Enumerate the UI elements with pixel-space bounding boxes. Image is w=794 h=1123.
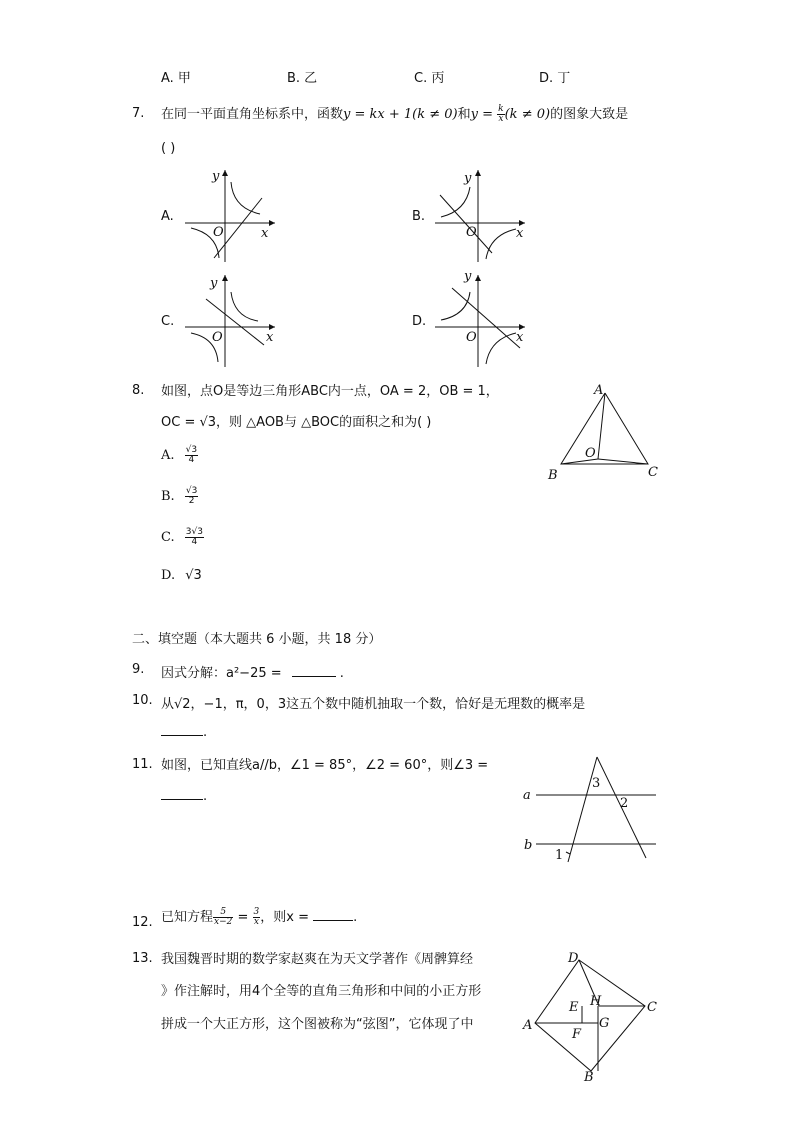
q7-number: 7. <box>132 106 145 121</box>
q7-b-origin: O <box>466 225 477 240</box>
q13-label-c: C <box>647 1000 657 1015</box>
q12-answer-blank[interactable] <box>313 909 353 921</box>
q6-option-b: B. 乙 <box>287 71 318 86</box>
q8-option-c: C. $\frac{3√3}{4}$ <box>161 527 203 547</box>
q11-label-3: 3 <box>592 776 601 791</box>
q11-label-b: b <box>524 838 533 853</box>
q7-eq2-lhs: y = <box>470 107 498 122</box>
q11-text: 如图，已知直线a//b，∠1 = 85°，∠2 = 60°，则∠3 = <box>161 758 489 773</box>
q7-eq1: y = kx + 1(k ≠ 0) <box>343 107 458 122</box>
q7-d-x-label: x <box>516 330 524 345</box>
q7-text-mid: 和 <box>457 107 471 122</box>
q8-label-o: O <box>585 446 596 461</box>
q12-text: 已知方程 <box>161 910 214 925</box>
q13-label-b: B <box>584 1070 594 1085</box>
q8-option-a: A. $\frac{√3}{4}$ <box>161 445 198 465</box>
q9-answer-blank[interactable] <box>292 665 336 677</box>
q9-number: 9. <box>132 662 145 677</box>
q7-graph-d <box>430 270 530 370</box>
q6-option-c: C. 丙 <box>414 71 445 86</box>
q13-label-d: D <box>568 951 579 966</box>
q13-line3: 拼成一个大正方形，这个图被称为“弦图”，它体现了中 <box>161 1017 474 1032</box>
q8-option-b: B. $\frac{√3}{2}$ <box>161 486 198 506</box>
q12-number: 12. <box>132 915 153 930</box>
q13-label-f: F <box>572 1027 582 1042</box>
q11-answer-line: . <box>161 788 207 804</box>
q13-line1: 我国魏晋时期的数学家赵爽在为天文学著作《周髀算经 <box>161 952 474 967</box>
q7-graph-a <box>180 165 280 265</box>
q11-answer-blank[interactable] <box>161 788 203 800</box>
q12-stem: 已知方程 $\frac{5}{x-2}$ = $\frac{3}{x}$ ，则x = . <box>161 907 358 927</box>
q6-option-d: D. 丁 <box>539 71 571 86</box>
q7-stem <box>161 103 628 124</box>
q10-number: 10. <box>132 693 153 708</box>
q8-figure <box>540 380 670 485</box>
q13-number: 13. <box>132 951 153 966</box>
q9-stem: 因式分解：a²−25 = . <box>161 666 344 681</box>
section-2-title: 二、填空题（本大题共 6 小题，共 18 分） <box>132 632 382 647</box>
q11-figure <box>520 752 660 867</box>
q8-line2: OC = √3，则 △AOB与 △BOC的面积之和为( ) <box>161 415 432 430</box>
q7-a-x-label: x <box>261 226 269 241</box>
q7-option-c-label: C. <box>161 314 175 329</box>
q13-label-a: A <box>523 1018 533 1033</box>
q7-c-origin: O <box>212 330 223 345</box>
q13-label-g: G <box>599 1016 610 1031</box>
q7-a-origin: O <box>213 225 224 240</box>
q7-option-d-label: D. <box>412 314 427 329</box>
q13-figure <box>520 950 660 1085</box>
q7-a-y-label: y <box>212 169 220 184</box>
q11-label-1: 1 <box>555 848 564 863</box>
q7-b-x-label: x <box>516 226 524 241</box>
q7-eq2-frac: $\frac{k}{x}$ <box>498 104 504 124</box>
q7-c-y-label: y <box>210 276 218 291</box>
q7-d-y-label: y <box>464 269 472 284</box>
q6-option-a: A. 甲 <box>161 71 191 86</box>
q7-graph-c <box>180 270 280 370</box>
q8-label-b: B <box>548 468 558 483</box>
q7-eq2-tail: (k ≠ 0) <box>504 107 551 122</box>
q7-c-x-label: x <box>266 330 274 345</box>
q8-label-c: C <box>648 465 658 480</box>
q9-text: 因式分解：a²−25 = <box>161 666 286 681</box>
q7-option-b-label: B. <box>412 209 426 224</box>
q11-number: 11. <box>132 757 153 772</box>
q7-b-y-label: y <box>464 171 472 186</box>
q13-line2: 》作注解时，用4个全等的直角三角形和中间的小正方形 <box>161 984 482 999</box>
q7-text-after: 的图象大致是 <box>550 107 629 122</box>
q10-answer-line: . <box>161 724 207 740</box>
q7-paren: ( ) <box>161 141 176 156</box>
q13-label-e: E <box>569 1000 579 1015</box>
q10-text: 从√2，−1，π，0，3这五个数中随机抽取一个数，恰好是无理数的概率是 <box>161 697 586 712</box>
q10-answer-blank[interactable] <box>161 724 203 736</box>
q8-option-d: D. √3 <box>161 568 202 583</box>
q7-d-origin: O <box>466 330 477 345</box>
q11-label-a: a <box>523 788 531 803</box>
q7-option-a-label: A. <box>161 209 174 224</box>
q8-line1: 如图，点O是等边三角形ABC内一点，OA = 2，OB = 1， <box>161 384 499 399</box>
q11-label-2: 2 <box>620 796 629 811</box>
q7-graph-b <box>430 165 530 265</box>
q8-number: 8. <box>132 383 145 398</box>
q13-label-h: H <box>590 994 602 1009</box>
q7-text: 在同一平面直角坐标系中，函数 <box>161 107 344 122</box>
q8-label-a: A <box>594 383 604 398</box>
